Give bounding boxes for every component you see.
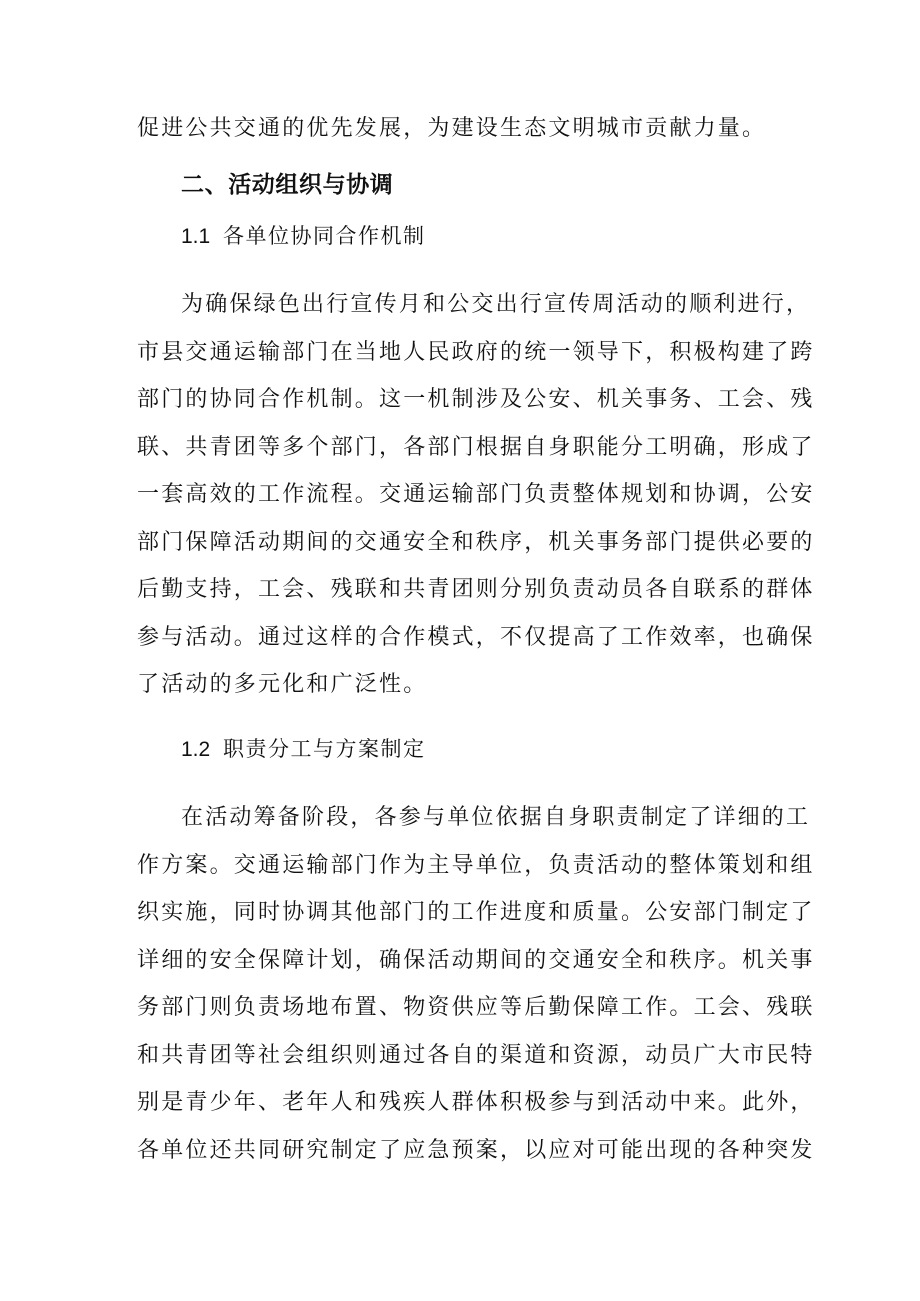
paragraph-line: 在活动筹备阶段，各参与单位依据自身职责制定了详细的工 <box>181 805 811 830</box>
paragraph-line: 为确保绿色出行宣传月和公交出行宣传周活动的顺利进行， <box>181 292 811 317</box>
paragraph-line: 联、共青团等多个部门，各部门根据自身职能分工明确，形成了 <box>137 434 815 460</box>
paragraph-line: 详细的安全保障计划，确保活动期间的交通安全和秩序。机关事 <box>137 947 815 973</box>
paragraph-line: 织实施，同时协调其他部门的工作进度和质量。公安部门制定了 <box>137 900 815 925</box>
section-heading: 二、活动组织与协调 <box>181 172 394 198</box>
paragraph-line: 部门的协同合作机制。这一机制涉及公安、机关事务、工会、残 <box>137 387 815 412</box>
intro-paragraph <box>137 105 787 153</box>
paragraph-line: 各单位还共同研究制定了应急预案，以应对可能出现的各种突发 <box>137 1137 815 1163</box>
subsection-number: 1.2 <box>181 738 211 761</box>
paragraph-line: 和共青团等社会组织则通过各自的渠道和资源，动员广大市民特 <box>137 1042 815 1068</box>
paragraph-line: 别是青少年、老年人和残疾人群体积极参与到活动中来。此外， <box>137 1090 815 1115</box>
paragraph-line: 作方案。交通运输部门作为主导单位，负责活动的整体策划和组 <box>137 852 815 878</box>
paragraph-line: 后勤支持，工会、残联和共青团则分别负责动员各自联系的群体 <box>137 577 815 602</box>
subsection-heading-1-1 <box>181 220 426 250</box>
subsection-heading-1-2 <box>181 733 426 763</box>
subsection-number: 1.1 <box>181 225 211 248</box>
paragraph-line: 参与活动。通过这样的合作模式，不仅提高了工作效率，也确保 <box>137 624 815 650</box>
paragraph-line: 务部门则负责场地布置、物资供应等后勤保障工作。工会、残联 <box>137 995 815 1020</box>
paragraph-line: 部门保障活动期间的交通安全和秩序，机关事务部门提供必要的 <box>137 529 815 555</box>
subsection-title: 职责分工与方案制定 <box>223 737 426 761</box>
paragraph-responsibilities <box>137 794 815 1174</box>
paragraph-line: 市县交通运输部门在当地人民政府的统一领导下，积极构建了跨 <box>137 339 815 365</box>
paragraph-cooperation <box>137 281 815 709</box>
subsection-title: 各单位协同合作机制 <box>223 224 426 248</box>
paragraph-line: 一套高效的工作流程。交通运输部门负责整体规划和协调，公安 <box>137 482 815 507</box>
paragraph-line: 了活动的多元化和广泛性。 <box>137 672 428 697</box>
paragraph-line: 促进公共交通的优先发展，为建设生态文明城市贡献力量。 <box>137 116 767 141</box>
